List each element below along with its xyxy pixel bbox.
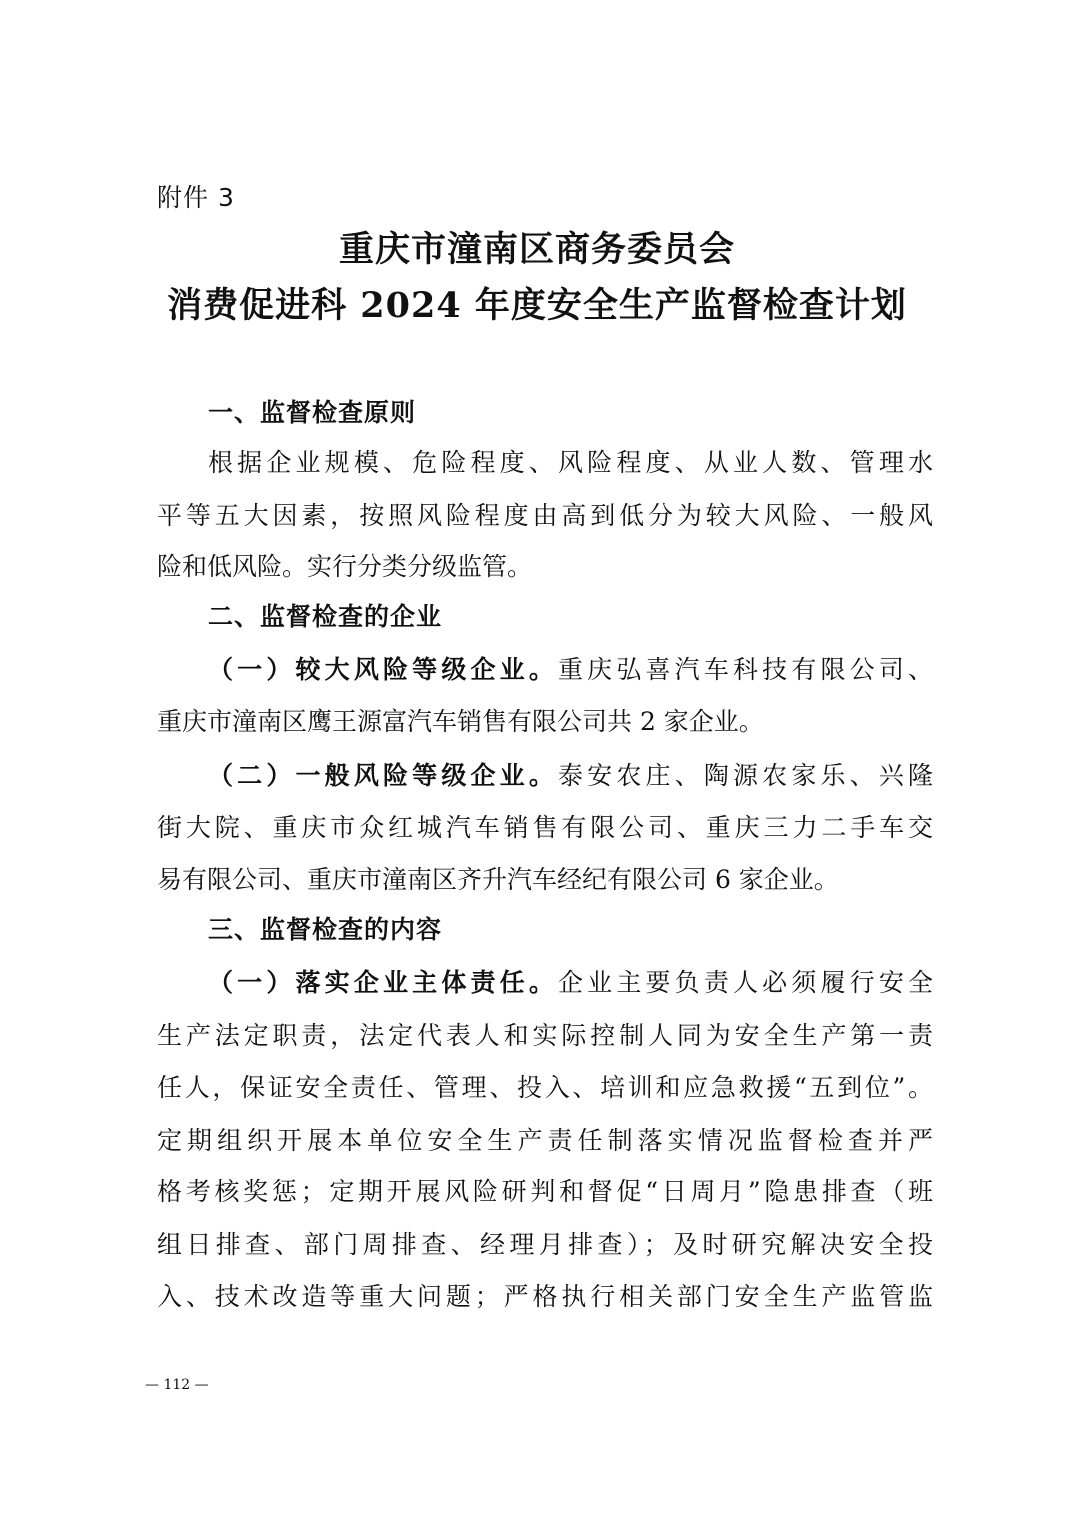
section-2-item-1-line: 重庆市潼南区鹰王源富汽车销售有限公司共 2 家企业。	[157, 707, 764, 736]
section-2-item-2-line	[208, 756, 933, 792]
document-title-line-2: 消费促进科 2024 年度安全生产监督检查计划	[167, 285, 907, 326]
section-3-item-1-line: 组日排查、部门周排查、经理月排查）；及时研究解决安全投	[157, 1230, 933, 1259]
section-1-heading: 一、监督检查原则	[208, 398, 417, 427]
section-2-heading: 二、监督检查的企业	[208, 602, 443, 631]
section-2-item-2-line: 街大院、重庆市众红城汽车销售有限公司、重庆三力二手车交	[157, 813, 933, 842]
section-3-item-1-line: 任人，保证安全责任、管理、投入、培训和应急救援“五到位”。	[157, 1073, 933, 1102]
section-3-item-1-lead: （一）落实企业主体责任。	[208, 968, 558, 997]
section-2-item-2-lead: （二）一般风险等级企业。	[208, 761, 558, 790]
page-number: — 112 —	[145, 1377, 209, 1393]
section-3-item-1-line: 格考核奖惩；定期开展风险研判和督促“日周月”隐患排查（班	[157, 1177, 933, 1206]
section-2-item-2-line: 易有限公司、重庆市潼南区齐升汽车经纪有限公司 6 家企业。	[157, 865, 839, 894]
section-2-item-1-line	[208, 650, 933, 686]
section-3-heading: 三、监督检查的内容	[208, 915, 443, 944]
attachment-label: 附件 3	[157, 183, 235, 212]
section-1-paragraph-line: 平等五大因素，按照风险程度由高到低分为较大风险、一般风	[157, 501, 933, 530]
section-3-item-1-line: 入、技术改造等重大问题；严格执行相关部门安全生产监管监	[157, 1282, 933, 1311]
section-2-item-2-text: 泰安农庄、陶源农家乐、兴隆	[558, 761, 933, 790]
section-3-item-1-line: 生产法定职责，法定代表人和实际控制人同为安全生产第一责	[157, 1021, 933, 1050]
section-3-item-1-line: 定期组织开展本单位安全生产责任制落实情况监督检查并严	[157, 1126, 933, 1155]
section-2-item-1-lead: （一）较大风险等级企业。	[208, 655, 558, 684]
section-1-paragraph-line: 险和低风险。实行分类分级监管。	[157, 552, 533, 581]
section-1-paragraph-line: 根据企业规模、危险程度、风险程度、从业人数、管理水	[208, 448, 933, 477]
section-2-item-1-text: 重庆弘喜汽车科技有限公司、	[558, 655, 933, 684]
section-3-item-1-text: 企业主要负责人必须履行安全	[558, 968, 933, 997]
document-title-line-1: 重庆市潼南区商务委员会	[338, 229, 735, 270]
section-3-item-1-line	[208, 963, 933, 999]
